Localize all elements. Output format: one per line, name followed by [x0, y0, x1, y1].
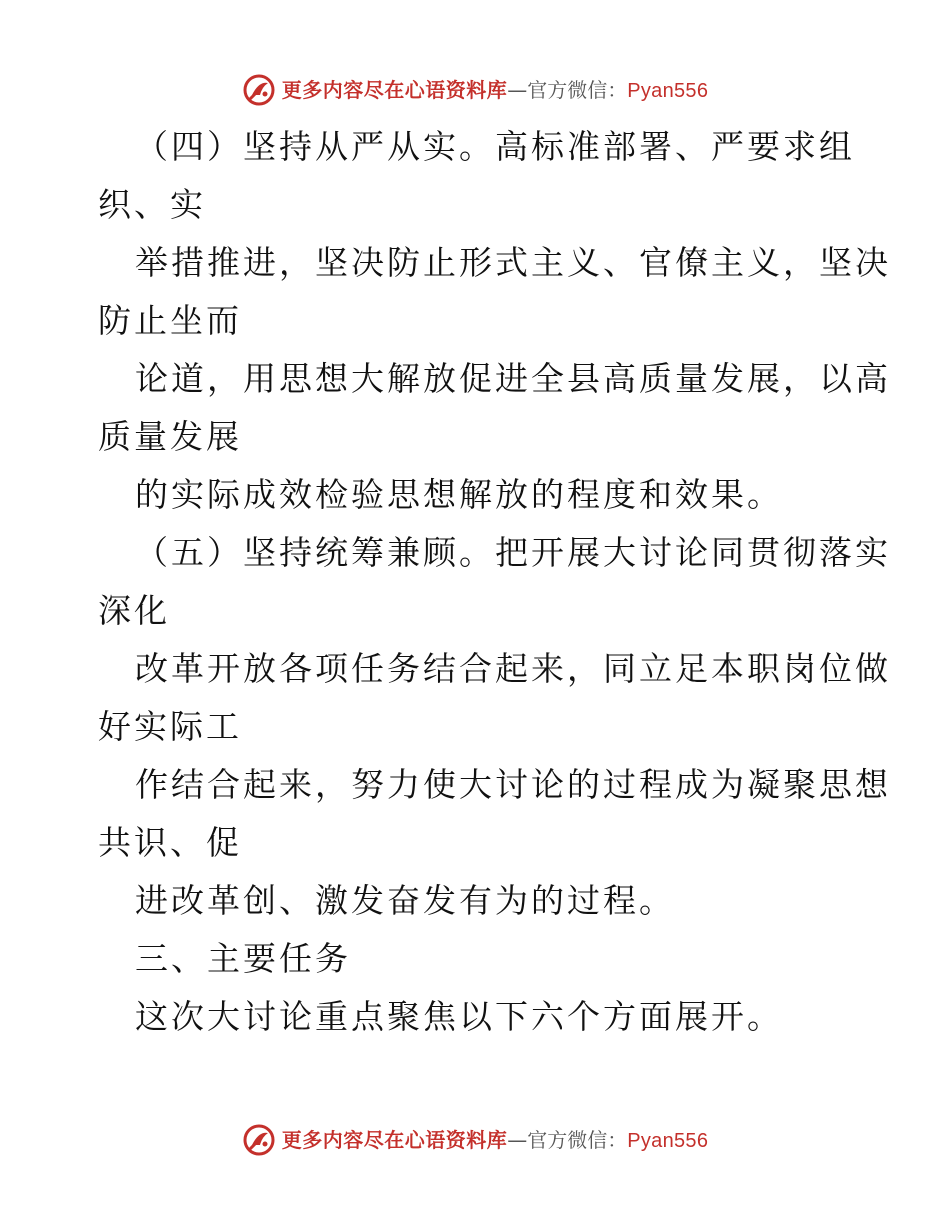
- body-line: 改革开放各项任务结合起来，同立足本职岗位做: [135, 649, 891, 688]
- body-line: 论道，用思想大解放促进全县高质量发展，以高: [135, 359, 891, 398]
- watermark-account-text: Pyan556: [627, 1129, 709, 1152]
- body-line: 防止坐而: [98, 301, 242, 340]
- body-line: 质量发展: [98, 417, 242, 456]
- watermark-separator-text: —官方微信：: [507, 1127, 628, 1152]
- section-heading: 三、主要任务: [135, 939, 351, 978]
- body-line: （四）坚持从严从实。高标准部署、严要求组: [135, 127, 855, 166]
- body-line: 的实际成效检验思想解放的程度和效果。: [135, 475, 783, 514]
- body-line: （五）坚持统筹兼顾。把开展大讨论同贯彻落实: [135, 533, 891, 572]
- header-watermark: [0, 70, 950, 110]
- watermark-brand-text: 更多内容尽在心语资料库: [281, 1127, 508, 1152]
- body-line: 这次大讨论重点聚焦以下六个方面展开。: [135, 997, 783, 1036]
- watermark-brand-text: 更多内容尽在心语资料库: [281, 77, 508, 102]
- brand-logo-icon: [242, 73, 276, 107]
- body-line: 举措推进，坚决防止形式主义、官僚主义，坚决: [135, 243, 891, 282]
- body-line: 作结合起来，努力使大讨论的过程成为凝聚思想: [135, 765, 891, 804]
- brand-logo-icon: [242, 1123, 276, 1157]
- document-body: [98, 118, 891, 1046]
- body-line: 共识、促: [98, 823, 242, 862]
- body-line: 织、实: [98, 185, 206, 224]
- body-line: 进改革创、激发奋发有为的过程。: [135, 881, 675, 920]
- body-line: 深化: [98, 591, 170, 630]
- watermark-account-text: Pyan556: [627, 79, 709, 102]
- watermark-separator-text: —官方微信：: [507, 77, 628, 102]
- body-line: 好实际工: [98, 707, 242, 746]
- footer-watermark: [0, 1120, 950, 1160]
